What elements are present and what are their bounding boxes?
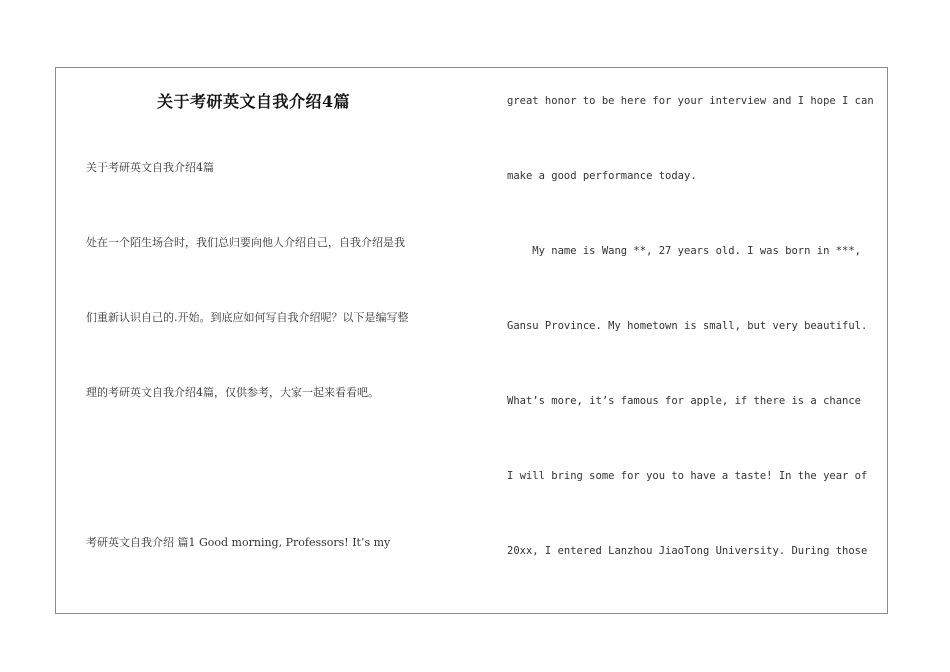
paragraph-line: I will bring some for you to have a taste! In the year of	[507, 470, 868, 482]
paragraph-line: great honor to be here for your interview and I hope I can	[507, 95, 874, 107]
paragraph-line: 考研英文自我介绍 篇1 Good morning, Professors! It’s my	[86, 536, 391, 549]
paragraph-line: make a good performance today.	[507, 170, 697, 182]
document-page	[55, 67, 888, 614]
paragraph-line: 们重新认识自己的.开始。到底应如何写自我介绍呢？以下是编写整	[86, 311, 409, 324]
paragraph-line: My name is Wang **, 27 years old. I was born in ***,	[507, 245, 862, 257]
paragraph-line: 理的考研英文自我介绍4篇，仅供参考，大家一起来看看吧。	[86, 386, 379, 399]
paragraph-line: 处在一个陌生场合时，我们总归要向他人介绍自己，自我介绍是我	[86, 236, 405, 249]
document-title: 关于考研英文自我介绍4篇	[157, 92, 351, 111]
paragraph-line: 20xx, I entered Lanzhou JiaoTong University. During those	[507, 545, 868, 557]
paragraph-line: What’s more, it’s famous for apple, if there is a chance	[507, 395, 862, 407]
paragraph-line: 关于考研英文自我介绍4篇	[86, 161, 214, 174]
paragraph-line: Gansu Province. My hometown is small, but very beautiful.	[507, 320, 868, 332]
